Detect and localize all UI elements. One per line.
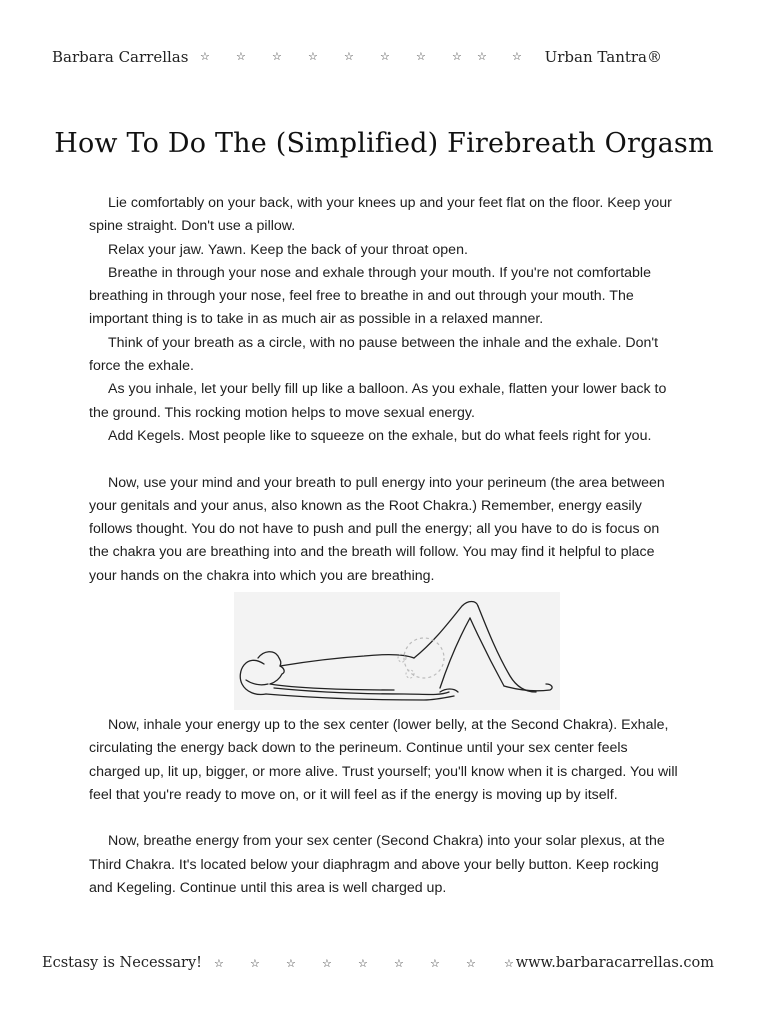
star-icon: ☆ [286, 957, 296, 970]
instructions-bottom [89, 714, 679, 900]
star-icon: ☆ [322, 957, 332, 970]
star-icon: ☆ [394, 957, 404, 970]
reclining-figure-illustration [234, 592, 560, 710]
paragraph: Lie comfortably on your back, with your knees up and your feet flat on the floor. Keep your spine straight. Don't use a pillow. [89, 195, 672, 235]
author-name: Barbara Carrellas [52, 48, 189, 66]
star-icon: ☆ [504, 957, 514, 970]
star-icon: ☆ [358, 957, 368, 970]
star-icon: ☆ [477, 50, 487, 63]
star-icon: ☆ [344, 50, 354, 63]
star-icon: ☆ [214, 957, 224, 970]
brand-name: Urban Tantra® [544, 48, 662, 66]
page-title: How To Do The (Simplified) Firebreath Orgasm [54, 128, 714, 159]
paragraph: Breathe in through your nose and exhale through your mouth. If you're not comfortable breathing in through your nose, feel free to breathe in and out through your mouth. The important thing is to take in as much air as possible in a relaxed manner. [89, 264, 651, 328]
reclining-figure-drawing [234, 592, 560, 710]
paragraph-gap [89, 807, 679, 830]
paragraph: Add Kegels. Most people like to squeeze on the exhale, but do what feels right for you. [108, 427, 652, 444]
star-icon: ☆ [466, 957, 476, 970]
star-icon: ☆ [452, 50, 462, 63]
chakra-circle [404, 638, 444, 678]
instructions-top [89, 192, 679, 588]
paragraph: Now, inhale your energy up to the sex center (lower belly, at the Second Chakra). Exhale, circulating the energy back down to the perineum. Continue until your sex center feels charged up, lit up, bigger, or more alive. Trust yourself; you'll know when it is charged. You will feel that you're ready to move on, or it will feel as if the energy is moving up by itself. [89, 717, 678, 803]
paragraph: As you inhale, let your belly fill up like a balloon. As you exhale, flatten your lower back to the ground. This rocking motion helps to move sexual energy. [89, 381, 667, 421]
paragraph: Think of your breath as a circle, with no pause between the inhale and the exhale. Don't force the exhale. [89, 334, 659, 375]
star-icon: ☆ [272, 50, 282, 63]
paragraph: Relax your jaw. Yawn. Keep the back of your throat open. [108, 241, 468, 258]
paragraph: Now, use your mind and your breath to pull energy into your perineum (the area between your genitals and your anus, also known as the Root Chakra.) Remember, energy easily follows thought. You do not have to push and pull the energy; all you have to do is focus on the chakra you are breathing into and the breath will follow. You may find it helpful to place your hands on the chakra into which you are breathing. [89, 474, 665, 584]
paragraph-gap [89, 448, 679, 471]
tagline: Ecstasy is Necessary! [42, 955, 202, 971]
star-icon: ☆ [236, 50, 246, 63]
paragraph: Now, breathe energy from your sex center (Second Chakra) into your solar plexus, at the Third Chakra. It's located below your diaphragm and above your belly button. Keep rocking and Kegeling. Continue until this area is well charged up. [89, 833, 665, 897]
star-icon: ☆ [308, 50, 318, 63]
star-icon: ☆ [380, 50, 390, 63]
star-icon: ☆ [430, 957, 440, 970]
star-icon: ☆ [250, 957, 260, 970]
star-icon: ☆ [200, 50, 210, 63]
page-header [52, 48, 672, 72]
star-icon: ☆ [416, 50, 426, 63]
star-icon: ☆ [512, 50, 522, 63]
page-footer [42, 955, 722, 979]
website-link[interactable]: www.barbaracarrellas.com [515, 955, 714, 971]
